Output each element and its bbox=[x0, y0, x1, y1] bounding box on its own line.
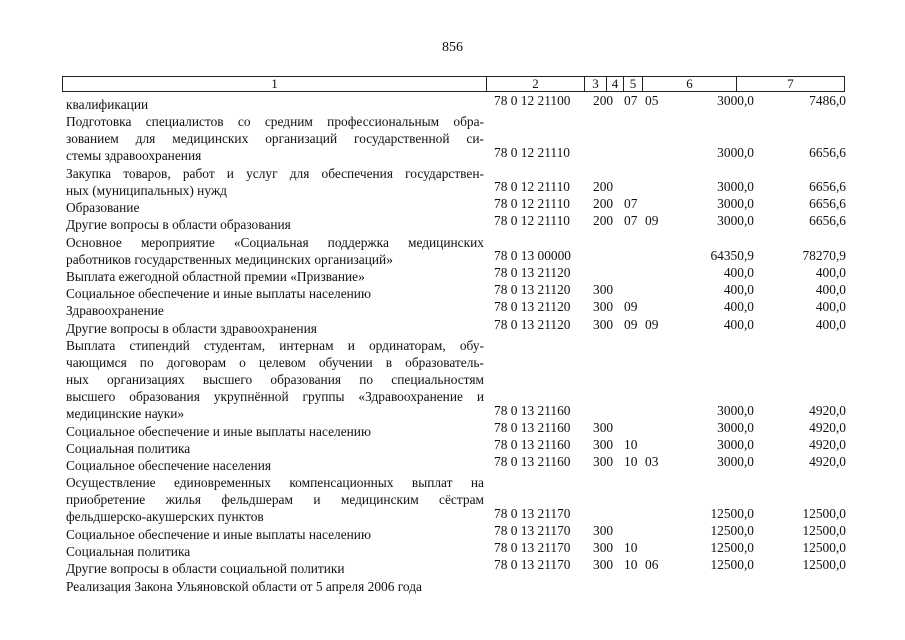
subsection-code: 03 bbox=[645, 454, 659, 470]
amount-col-6: 3000,0 bbox=[717, 402, 754, 418]
column-header-4: 4 bbox=[607, 77, 624, 92]
table-row bbox=[0, 299, 905, 319]
amount-col-7: 400,0 bbox=[815, 299, 846, 315]
table-row bbox=[0, 437, 905, 457]
table-row bbox=[0, 578, 905, 595]
row-name-line: Выплата стипендий студентам, интернам и ординаторам, обу- bbox=[66, 337, 484, 353]
amount-col-7: 400,0 bbox=[815, 282, 846, 298]
section-code: 10 bbox=[624, 454, 638, 470]
amount-col-6: 12500,0 bbox=[710, 557, 754, 573]
target-article-code: 78 0 13 00000 bbox=[494, 247, 571, 263]
table-row bbox=[0, 557, 905, 577]
row-name-line: высшего образования укрупнённой группы «Здравоохранение и bbox=[66, 388, 484, 404]
row-name bbox=[66, 578, 484, 595]
row-name bbox=[66, 165, 484, 199]
row-name bbox=[66, 234, 484, 268]
row-name-line: чающимся по договорам о целевом обучении в образователь- bbox=[66, 354, 484, 370]
table-row bbox=[0, 316, 905, 337]
row-name bbox=[66, 320, 484, 337]
row-name-line: Социальная политика bbox=[66, 544, 191, 560]
amount-col-6: 400,0 bbox=[723, 299, 754, 315]
amount-col-7: 400,0 bbox=[815, 265, 846, 280]
expense-type-code: 300 bbox=[593, 419, 614, 435]
subsection-code: 06 bbox=[645, 557, 659, 573]
row-name-line: Социальное обеспечение населения bbox=[66, 458, 272, 474]
column-header-5: 5 bbox=[624, 77, 643, 92]
table-row bbox=[0, 113, 905, 165]
row-name bbox=[66, 560, 484, 577]
target-article-code: 78 0 13 21120 bbox=[494, 299, 571, 315]
row-name-line: Выплата ежегодной областной премии «Призвание» bbox=[66, 269, 365, 284]
section-code: 10 bbox=[624, 540, 638, 556]
column-header-1: 1 bbox=[63, 77, 487, 92]
amount-col-6: 12500,0 bbox=[710, 540, 754, 556]
amount-col-7: 6656,6 bbox=[809, 144, 846, 160]
row-name bbox=[66, 474, 484, 525]
row-name bbox=[66, 216, 484, 233]
expense-type-code: 300 bbox=[593, 316, 614, 332]
row-name-line: приобретение жилья фельдшерам и медицинским сёстрам bbox=[66, 492, 484, 508]
target-article-code: 78 0 13 21170 bbox=[494, 540, 571, 556]
amount-col-6: 3000,0 bbox=[717, 196, 754, 212]
row-name bbox=[66, 285, 484, 302]
table-row bbox=[0, 337, 905, 423]
row-name-line: работников государственных медицинских организаций» bbox=[66, 251, 393, 267]
row-name bbox=[66, 440, 484, 457]
row-name-line: Закупка товаров, работ и услуг для обеспечения государствен- bbox=[66, 165, 484, 181]
amount-col-7: 12500,0 bbox=[802, 540, 846, 556]
row-name bbox=[66, 302, 484, 319]
column-header-3: 3 bbox=[585, 77, 607, 92]
amount-col-6: 12500,0 bbox=[710, 505, 754, 521]
amount-col-7: 12500,0 bbox=[802, 557, 846, 573]
row-name-line: стемы здравоохранения bbox=[66, 148, 202, 164]
subsection-code: 09 bbox=[645, 213, 659, 229]
target-article-code: 78 0 12 21110 bbox=[494, 196, 571, 212]
subsection-code: 05 bbox=[645, 93, 659, 108]
column-header-7: 7 bbox=[737, 77, 845, 92]
target-article-code: 78 0 13 21120 bbox=[494, 282, 571, 298]
table-row bbox=[0, 265, 905, 285]
page-number: 856 bbox=[442, 40, 463, 55]
row-name-line: Социальная политика bbox=[66, 441, 191, 456]
expense-type-code: 300 bbox=[593, 523, 614, 538]
amount-col-6: 400,0 bbox=[723, 316, 754, 332]
row-name-line: Социальное обеспечение и иные выплаты населению bbox=[66, 423, 371, 439]
row-name-line: Другие вопросы в области здравоохранения bbox=[66, 320, 317, 336]
table-row bbox=[0, 93, 905, 113]
table-row bbox=[0, 234, 905, 268]
expense-type-code: 300 bbox=[593, 282, 614, 298]
amount-col-7: 12500,0 bbox=[802, 523, 846, 538]
table-row bbox=[0, 213, 905, 233]
target-article-code: 78 0 12 21110 bbox=[494, 213, 571, 229]
target-article-code: 78 0 13 21170 bbox=[494, 523, 571, 538]
section-code: 09 bbox=[624, 299, 638, 315]
column-header-2: 2 bbox=[487, 77, 585, 92]
table-row bbox=[0, 540, 905, 560]
row-name-line: медицинские науки» bbox=[66, 405, 185, 421]
row-name-line: Основное мероприятие «Социальная поддержка медицинских bbox=[66, 234, 484, 250]
row-name-line: Другие вопросы в области социальной политики bbox=[66, 561, 345, 577]
row-name-line: Реализация Закона Ульяновской области от 5 апреля 2006 года bbox=[66, 578, 422, 594]
section-code: 10 bbox=[624, 437, 638, 452]
amount-col-7: 4920,0 bbox=[809, 402, 846, 418]
expense-type-code: 300 bbox=[593, 557, 614, 573]
row-name-line: Социальное обеспечение и иные выплаты населению bbox=[66, 286, 371, 302]
amount-col-6: 3000,0 bbox=[717, 454, 754, 470]
table-row bbox=[0, 454, 905, 474]
table-row bbox=[0, 196, 905, 216]
target-article-code: 78 0 13 21170 bbox=[494, 557, 571, 573]
row-name-line: ных организациях высшего образования по специальностям bbox=[66, 371, 484, 387]
amount-col-6: 3000,0 bbox=[717, 144, 754, 160]
row-name bbox=[66, 457, 484, 474]
table-row bbox=[0, 282, 905, 302]
section-code: 09 bbox=[624, 316, 638, 332]
amount-col-7: 4920,0 bbox=[809, 454, 846, 470]
amount-col-6: 400,0 bbox=[723, 282, 754, 298]
amount-col-7: 6656,6 bbox=[809, 213, 846, 229]
row-name bbox=[66, 337, 484, 422]
amount-col-7: 12500,0 bbox=[802, 505, 846, 521]
amount-col-7: 6656,6 bbox=[809, 178, 846, 194]
column-header-6: 6 bbox=[643, 77, 737, 92]
expense-type-code: 200 bbox=[593, 196, 614, 212]
amount-col-7: 4920,0 bbox=[809, 419, 846, 435]
expense-type-code: 200 bbox=[593, 178, 614, 194]
expense-type-code: 300 bbox=[593, 454, 614, 470]
target-article-code: 78 0 13 21160 bbox=[494, 402, 571, 418]
row-name-line: Подготовка специалистов со средним профессиональным обра- bbox=[66, 114, 484, 130]
amount-col-7: 6656,6 bbox=[809, 196, 846, 212]
section-code: 07 bbox=[624, 196, 638, 212]
amount-col-7: 400,0 bbox=[815, 316, 846, 332]
target-article-code: 78 0 13 21160 bbox=[494, 454, 571, 470]
section-code: 10 bbox=[624, 557, 638, 573]
table-row bbox=[0, 474, 905, 526]
row-name bbox=[66, 199, 484, 216]
section-code: 07 bbox=[624, 93, 638, 108]
subsection-code: 09 bbox=[645, 316, 659, 332]
row-name bbox=[66, 113, 484, 164]
amount-col-6: 3000,0 bbox=[717, 178, 754, 194]
expense-type-code: 300 bbox=[593, 437, 614, 452]
amount-col-6: 12500,0 bbox=[710, 523, 754, 538]
target-article-code: 78 0 13 21120 bbox=[494, 265, 571, 280]
target-article-code: 78 0 12 21110 bbox=[494, 144, 571, 160]
table-row bbox=[0, 165, 905, 199]
row-name-line: Здравоохранение bbox=[66, 303, 164, 319]
target-article-code: 78 0 13 21170 bbox=[494, 505, 571, 521]
row-name bbox=[66, 526, 484, 543]
row-name-line: Другие вопросы в области образования bbox=[66, 217, 291, 233]
target-article-code: 78 0 12 21110 bbox=[494, 178, 571, 194]
row-name bbox=[66, 96, 484, 113]
row-name bbox=[66, 543, 484, 560]
expense-type-code: 300 bbox=[593, 299, 614, 315]
target-article-code: 78 0 12 21100 bbox=[494, 93, 571, 108]
section-code: 07 bbox=[624, 213, 638, 229]
target-article-code: 78 0 13 21160 bbox=[494, 419, 571, 435]
expense-type-code: 200 bbox=[593, 213, 614, 229]
row-name bbox=[66, 423, 484, 440]
row-name bbox=[66, 268, 484, 285]
expense-type-code: 200 bbox=[593, 93, 614, 108]
amount-col-7: 78270,9 bbox=[802, 247, 846, 263]
row-name-line: Социальное обеспечение и иные выплаты населению bbox=[66, 527, 371, 542]
row-name-line: фельдшерско-акушерских пунктов bbox=[66, 509, 264, 525]
row-name-line: Образование bbox=[66, 200, 140, 216]
target-article-code: 78 0 13 21120 bbox=[494, 316, 571, 332]
amount-col-6: 3000,0 bbox=[717, 419, 754, 435]
amount-col-6: 400,0 bbox=[723, 265, 754, 280]
table-row bbox=[0, 419, 905, 440]
amount-col-6: 64350,9 bbox=[710, 247, 754, 263]
amount-col-7: 7486,0 bbox=[809, 93, 846, 108]
amount-col-6: 3000,0 bbox=[717, 213, 754, 229]
amount-col-7: 4920,0 bbox=[809, 437, 846, 452]
row-name-line: Осуществление единовременных компенсационных выплат на bbox=[66, 475, 484, 491]
row-name-line: зованием для медицинских организаций государственной си- bbox=[66, 131, 484, 147]
expense-type-code: 300 bbox=[593, 540, 614, 556]
row-name-line: квалификации bbox=[66, 97, 149, 112]
target-article-code: 78 0 13 21160 bbox=[494, 437, 571, 452]
amount-col-6: 3000,0 bbox=[717, 93, 754, 108]
row-name-line: ных (муниципальных) нужд bbox=[66, 182, 227, 198]
amount-col-6: 3000,0 bbox=[717, 437, 754, 452]
table-row bbox=[0, 523, 905, 543]
